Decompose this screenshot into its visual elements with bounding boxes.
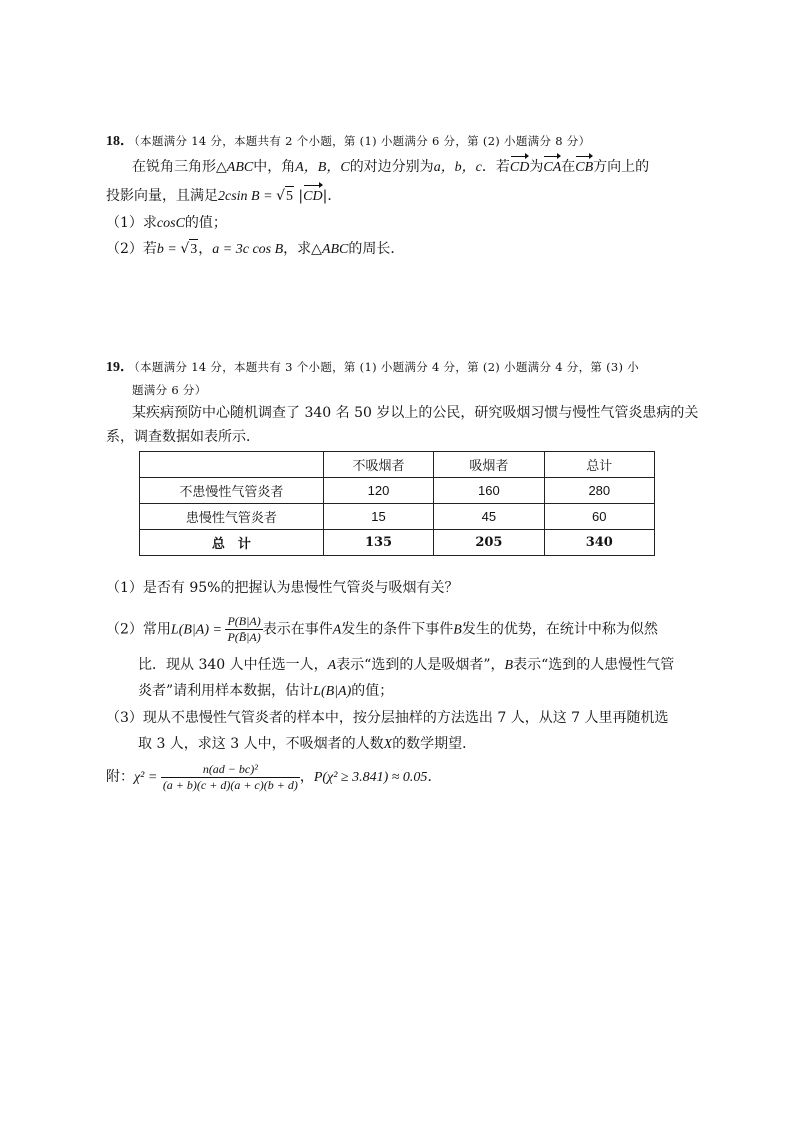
table-cell: 205 (434, 530, 544, 556)
vector-cd-magnitude: CD (303, 187, 322, 207)
q18-part1-text: 求 (142, 215, 157, 231)
q18-intro-text: 为 (529, 159, 544, 175)
vector-cb: CB (575, 158, 593, 178)
fraction-denominator: (a + b)(c + d)(a + c)(b + d) (162, 777, 298, 792)
table-cell: 患慢性气管炎者 (140, 504, 324, 530)
q18-part2 (106, 239, 404, 260)
q18-condition-text: 投影向量，且满足 (106, 188, 218, 204)
angle-names: A，B，C (295, 160, 350, 175)
q19-part2-text: 表示在事件 (262, 621, 333, 638)
survey-table (139, 451, 655, 556)
q18-part2-text: ，求 (283, 241, 312, 257)
likelihood-fraction (225, 614, 262, 645)
random-variable-x: X (383, 737, 393, 752)
event-a: A (332, 622, 342, 638)
q19-part2-text: 发生的条件下事件 (341, 621, 454, 638)
q19-header-line (106, 357, 639, 378)
triangle-name: ABC (226, 160, 254, 175)
sqrt-symbol: √ (180, 241, 190, 257)
event-a: A (327, 658, 337, 673)
event-b: B (453, 622, 462, 638)
table-header-cell (140, 452, 324, 478)
appendix-label: 附： (106, 769, 134, 785)
q19-part2-text: 炎者”请利用样本数据，估计 (138, 683, 314, 699)
b-equals: b = (156, 242, 181, 257)
q19-part2-text: 发生的优势，在统计中称为似然 (461, 621, 658, 638)
critical-value-probability: P(χ² ≥ 3.841) ≈ 0.05 (313, 770, 428, 785)
sqrt-symbol: √ (276, 188, 285, 204)
sqrt-five: 5 (285, 186, 294, 207)
table-header-row (140, 452, 655, 478)
q19-intro-line1: 某疾病预防中心随机调查了 340 名 50 岁以上的公民，研究吸烟习惯与慢性气管炎患病的关 (132, 405, 699, 421)
table-cell: 总 计 (140, 530, 324, 556)
q18-intro-text: 在 (561, 159, 576, 175)
q18-number: 18． (106, 134, 134, 149)
q18-intro-line (132, 157, 649, 178)
table-row (140, 478, 655, 504)
triangle-symbol: △ (311, 241, 322, 257)
sqrt-three: 3 (189, 239, 198, 260)
table-header-cell: 吸烟者 (434, 452, 544, 478)
q18-part2-number: （2） (106, 241, 143, 257)
cos-c-expression: cosC (156, 216, 185, 231)
q18-part1-text: 的值； (184, 215, 227, 231)
fraction-numerator: n(ad − bc)² (202, 761, 258, 776)
q18-intro-text: 的对边分别为 (349, 159, 434, 175)
fraction-denominator: P(B̄|A) (227, 630, 261, 644)
q19-part2-line2 (138, 655, 674, 676)
q19-header: （本题满分 14 分，本题共有 3 个小题，第 (1) 小题满分 4 分，第 (2) 小题满分 4 分，第 (3) 小 (134, 360, 640, 374)
a-equation: a = 3c cos B (212, 242, 284, 257)
q18-part1 (106, 213, 227, 234)
q18-part2-comma: ， (198, 241, 213, 257)
abs-bar: | (293, 188, 304, 204)
q19-header-continued: 题满分 6 分） (132, 383, 207, 397)
likelihood-expression: L(B|A) (313, 684, 352, 699)
q18-part2-text: 的周长． (348, 241, 405, 257)
q18-header-line (106, 131, 590, 152)
q18-condition-line (106, 186, 341, 207)
triangle-symbol: △ (216, 159, 227, 175)
likelihood-expression: L(B|A) = (170, 622, 226, 638)
appendix-formula (106, 760, 441, 795)
q19-part3-number: （3） (106, 710, 143, 726)
table-cell: 不患慢性气管炎者 (140, 478, 324, 504)
table-header-cell: 不吸烟者 (323, 452, 433, 478)
q18-header: （本题满分 14 分，本题共有 2 个小题，第 (1) 小题满分 6 分，第 (2) 小题满分 8 分） (134, 134, 591, 148)
q18-intro-text: ．若 (481, 159, 510, 175)
appendix-comma: ， (299, 769, 314, 785)
appendix-end: ． (427, 769, 442, 785)
q19-part1: （1）是否有 95%的把握认为患慢性气管炎与吸烟有关？ (106, 580, 459, 596)
side-names: a，b，c (433, 160, 482, 175)
table-header-cell: 总计 (544, 452, 654, 478)
q19-part2-text: 表示“选到的人患慢性气管 (513, 657, 675, 673)
q19-part3-text: 现从不患慢性气管炎者的样本中，按分层抽样的方法选出 7 人，从这 7 人里再随机选 (142, 710, 669, 726)
q19-part3-text: 的数学期望． (392, 736, 477, 752)
table-cell: 160 (434, 478, 544, 504)
table-total-row (140, 530, 655, 556)
q19-part2-line1 (106, 614, 658, 646)
chi-square-fraction (161, 762, 300, 793)
table-cell: 60 (544, 504, 654, 530)
table-row (140, 504, 655, 530)
fraction-numerator: P(B|A) (227, 614, 261, 628)
table-cell: 340 (544, 530, 654, 556)
q19-part2-text: 表示“选到的人是吸烟者”， (336, 657, 505, 673)
triangle-name: ABC (321, 242, 349, 257)
q19-part3-line1 (106, 708, 669, 728)
equation-lhs: 2csin B = (218, 189, 277, 204)
event-b: B (504, 658, 514, 673)
q18-intro-text: 方向上的 (593, 159, 650, 175)
chi-square-symbol: χ² = (134, 770, 161, 785)
q19-part2-text: 常用 (142, 621, 171, 638)
q19-number: 19． (106, 360, 134, 375)
abs-bar: | (322, 188, 328, 204)
q18-condition-end: ． (327, 188, 342, 204)
q19-part2-text: 的值； (351, 683, 394, 699)
q18-intro-text: 在锐角三角形 (132, 159, 216, 175)
table-cell: 120 (323, 478, 433, 504)
table-cell: 280 (544, 478, 654, 504)
vector-cd: CD (510, 158, 529, 178)
table-cell: 45 (434, 504, 544, 530)
q19-part3-line2 (138, 734, 476, 755)
q18-intro-text: 中，角 (253, 159, 296, 175)
table-cell: 15 (323, 504, 433, 530)
q19-part2-text: 比．现从 340 人中任选一人， (138, 657, 328, 673)
table-cell: 135 (323, 530, 433, 556)
q19-intro-line2: 系，调查数据如表所示． (106, 429, 260, 445)
q18-part2-text: 若 (142, 241, 157, 257)
q19-part2-line3 (138, 681, 393, 702)
q19-part3-text: 取 3 人，求这 3 人中，不吸烟者的人数 (138, 736, 384, 752)
q19-part2-number: （2） (106, 621, 143, 638)
vector-ca: CA (543, 158, 561, 178)
q18-part1-number: （1） (106, 215, 143, 231)
